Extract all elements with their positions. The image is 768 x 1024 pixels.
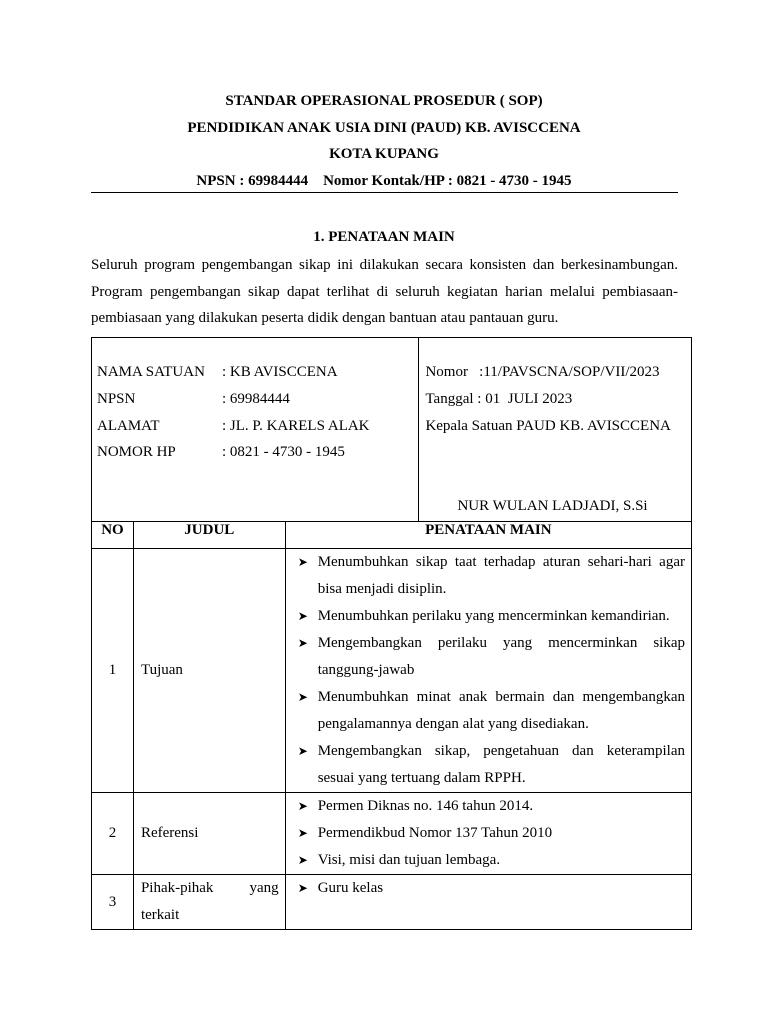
- intro-line-2: Program pengembangan sikap dapat terlihat di seluruh kegiatan harian melalui pembiasaan-: [91, 283, 678, 300]
- list-item: ➤ Visi, misi dan tujuan lembaga.: [292, 847, 685, 874]
- table-row: [92, 549, 692, 793]
- unit-name-value: : KB AVISCCENA: [222, 364, 338, 380]
- sop-title: STANDAR OPERASIONAL PROSEDUR ( SOP): [225, 93, 543, 109]
- row-title: Tujuan: [133, 549, 285, 793]
- npsn-label: NPSN: [97, 391, 136, 407]
- header-divider: [91, 192, 678, 193]
- arrowhead-bullet-icon: ➤: [297, 853, 308, 867]
- row-number: 3: [92, 875, 134, 930]
- table-header: [92, 522, 692, 549]
- header-no: NO: [92, 522, 134, 549]
- arrowhead-bullet-icon: ➤: [297, 881, 308, 895]
- phone-label: NOMOR HP: [97, 444, 176, 460]
- arrowhead-bullet-icon: ➤: [297, 826, 308, 840]
- row-number: 1: [92, 549, 134, 793]
- row-title: Pihak-pihak yang terkait: [133, 875, 285, 930]
- row-content: [285, 549, 691, 793]
- npsn-value: : 69984444: [222, 391, 290, 407]
- table-row: [92, 875, 692, 930]
- row-number: 2: [92, 793, 134, 875]
- document-date: Tanggal : 01 JULI 2023: [425, 391, 573, 407]
- address-value: : JL. P. KARELS ALAK: [222, 418, 370, 434]
- arrowhead-bullet-icon: ➤: [297, 555, 308, 569]
- row-title: Referensi: [133, 793, 285, 875]
- sop-table: [91, 337, 692, 930]
- list-item: ➤ Mengembangkan sikap, pengetahuan dan keterampilan sesuai yang tertuang dalam RPPH.: [292, 738, 685, 792]
- info-row: [92, 338, 692, 522]
- list-item: ➤ Menumbuhkan sikap taat terhadap aturan sehari-hari agar bisa menjadi disiplin.: [292, 549, 685, 603]
- signer-name: NUR WULAN LADJADI, S.Si: [457, 498, 648, 514]
- row-content: [285, 875, 691, 930]
- unit-info-cell: [92, 338, 419, 522]
- intro-line-3: pembiasaan yang dilakukan peserta didik dengan bantuan atau pantauan guru.: [91, 310, 559, 326]
- document-info-cell: [419, 338, 692, 522]
- unit-name-label: NAMA SATUAN: [97, 364, 205, 380]
- school-name: PENDIDIKAN ANAK USIA DINI (PAUD) KB. AVISCCENA: [187, 120, 581, 136]
- header-penataan-main: PENATAAN MAIN: [285, 522, 691, 549]
- arrowhead-bullet-icon: ➤: [297, 636, 308, 650]
- arrowhead-bullet-icon: ➤: [297, 609, 308, 623]
- intro-line-1: Seluruh program pengembangan sikap ini dilakukan secara konsisten dan berkesinambungan.: [91, 257, 678, 273]
- intro-paragraph: [91, 252, 678, 332]
- head-title: Kepala Satuan PAUD KB. AVISCCENA: [425, 418, 671, 434]
- row-content: [285, 793, 691, 875]
- list-item: ➤ Mengembangkan perilaku yang mencerminkan sikap tanggung-jawab: [292, 630, 685, 684]
- phone-value: : 0821 - 4730 - 1945: [222, 444, 345, 460]
- section-title: 1. PENATAAN MAIN: [313, 229, 455, 245]
- npsn-contact: NPSN : 69984444 Nomor Kontak/HP : 0821 - 4730 - 1945: [196, 173, 572, 189]
- list-item: ➤ Guru kelas: [292, 875, 685, 902]
- document-number: Nomor :11/PAVSCNA/SOP/VII/2023: [425, 364, 660, 380]
- header-judul: JUDUL: [133, 522, 285, 549]
- list-item: ➤ Menumbuhkan minat anak bermain dan mengembangkan pengalamannya dengan alat yang disediakan.: [292, 684, 685, 738]
- address-label: ALAMAT: [97, 418, 160, 434]
- arrowhead-bullet-icon: ➤: [297, 690, 308, 704]
- table-row: [92, 793, 692, 875]
- arrowhead-bullet-icon: ➤: [297, 799, 308, 813]
- list-item: ➤ Permendikbud Nomor 137 Tahun 2010: [292, 820, 685, 847]
- arrowhead-bullet-icon: ➤: [297, 744, 308, 758]
- list-item: ➤ Menumbuhkan perilaku yang mencerminkan kemandirian.: [292, 603, 685, 630]
- city-name: KOTA KUPANG: [329, 146, 439, 162]
- list-item: ➤ Permen Diknas no. 146 tahun 2014.: [292, 793, 685, 820]
